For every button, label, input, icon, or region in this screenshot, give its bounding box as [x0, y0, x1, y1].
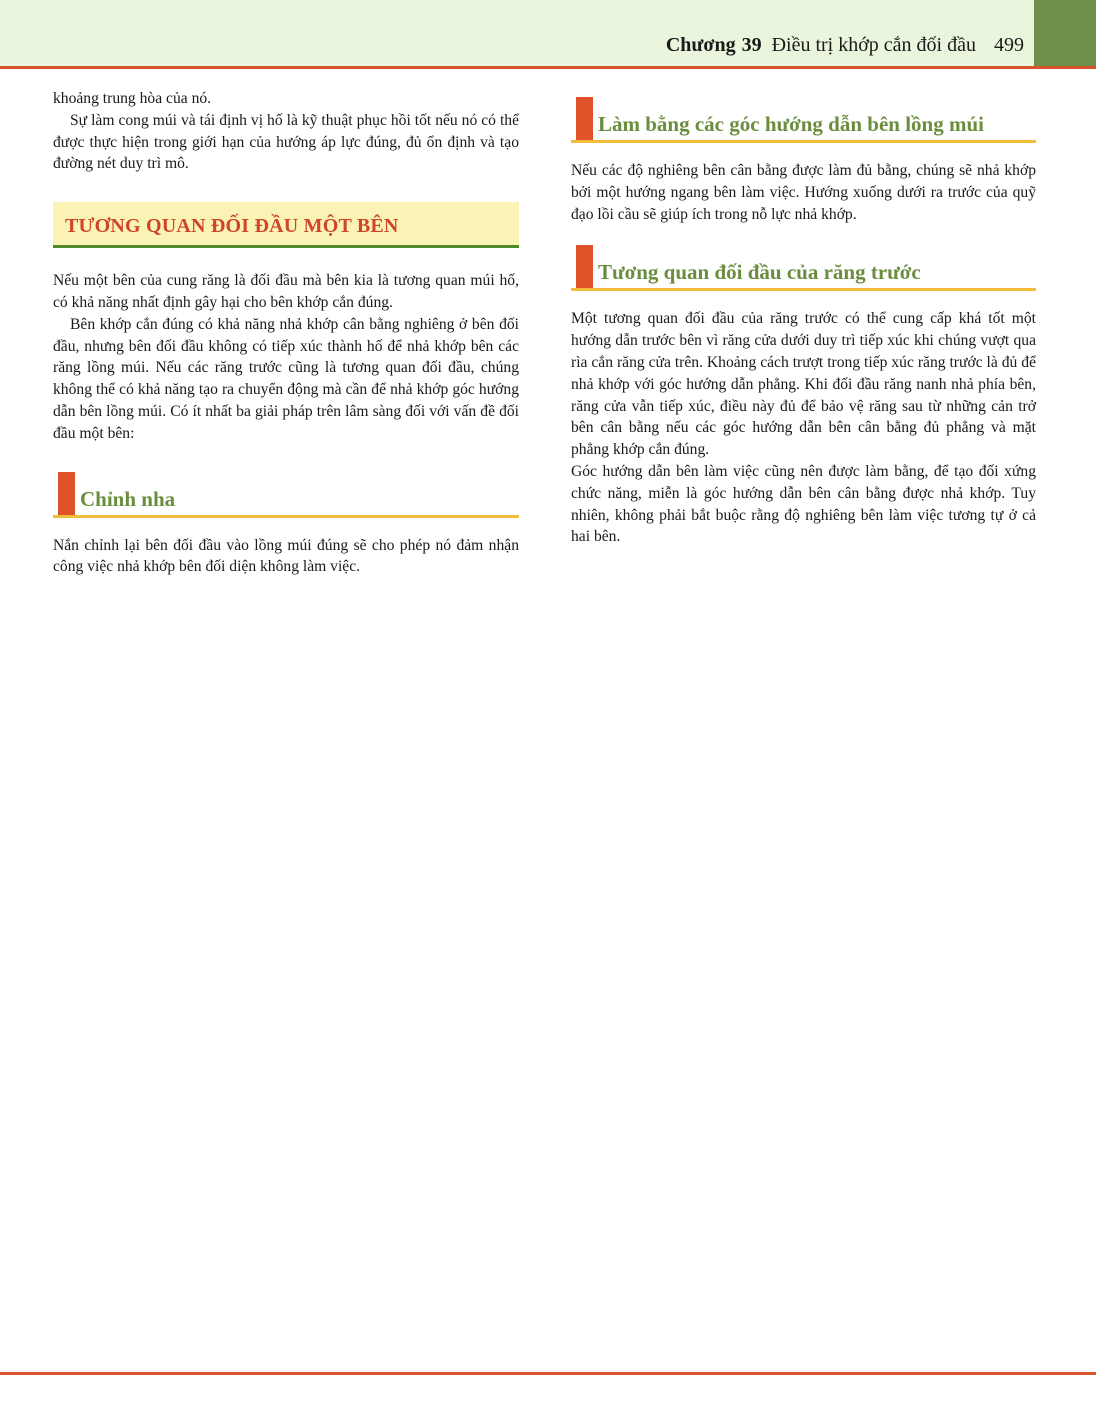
subheading-underline — [571, 140, 1036, 143]
subheading-paragraph-1: Một tương quan đối đầu của răng trước có thể cung cấp khá tốt một hướng dẫn trước bên vì răng cửa dưới duy trì tiếp xúc khi chúng vượt qua rìa cắn răng cửa trên. Khoảng cách trượt trong tiếp xúc răng trước là đủ để nhả khớp với góc hướng dẫn phẳng. Khi đối đầu răng nanh nhả phía bên, răng cửa vẫn tiếp xúc, điều này đủ để bảo vệ răng sau từ những cản trở bên cân bằng nếu các góc hướng dẫn bên cân bằng đủ phẳng và mặt phẳng khớp cắn đúng. — [571, 310, 1036, 459]
subheading-underline — [571, 288, 1036, 291]
footer-rule — [0, 1372, 1096, 1375]
right-column — [571, 97, 1036, 548]
page-header — [0, 0, 1096, 66]
subheading-anterior-edge — [571, 245, 1036, 291]
subheading-orthodontics — [53, 472, 519, 518]
subheading-paragraph-2: Góc hướng dẫn bên làm việc cũng nên được làm bằng, để tạo đối xứng chức năng, miễn là góc hướng dẫn bên cân bằng được nhả khớp. Tuy nhiên, không phải bắt buộc rằng độ nghiêng bên làm việc tương tự ở cả hai bên. — [571, 462, 1036, 546]
subheading-title: Chỉnh nha — [80, 486, 176, 511]
chapter-number: 39 — [741, 34, 762, 56]
intro-line: khoảng trung hòa của nó. — [53, 90, 212, 107]
subheading-flatten-guidance — [571, 97, 1036, 143]
section-heading-box — [53, 202, 519, 248]
page-number: 499 — [994, 34, 1024, 56]
subheading-marker — [58, 472, 75, 516]
intro-paragraph: Sự làm cong múi và tái định vị hố là kỹ thuật phục hồi tốt nếu nó có thể được thực hiện trong giới hạn của hướng áp lực đúng, đủ ổn định và tạo đường nét duy trì mô. — [53, 111, 519, 173]
section-underline — [53, 245, 519, 248]
subheading-title: Tương quan đối đầu của răng trước — [598, 260, 921, 285]
subheading-paragraph: Nếu các độ nghiêng bên cân bằng được làm đủ bằng, chúng sẽ nhả khớp bởi một hướng ngang bên làm việc. Hướng xuống dưới ra trước của quỹ đạo lồi cầu sẽ giúp ích trong nỗ lực nhả khớp. — [571, 162, 1036, 223]
subheading-paragraph: Nắn chỉnh lại bên đối đầu vào lồng múi đúng sẽ cho phép nó đảm nhận công việc nhả khớp bên đối diện không làm việc. — [53, 536, 519, 576]
subheading-marker — [576, 97, 593, 141]
chapter-tab — [1034, 0, 1096, 66]
section-paragraph-2: Bên khớp cắn đúng có khả năng nhả khớp cân bằng nghiêng ở bên đối đầu, nhưng bên đối đầu không có tiếp xúc thành hố để nhả khớp bên các răng lồng múi. Nếu các răng trước cũng là tương quan đối đầu, chúng không thể có khả năng tạo ra chuyển động mà cần để nhả khớp góc hướng dẫn bên lồng múi. Có ít nhất ba giải pháp trên lâm sàng đối với vấn đề đối đầu một bên: — [53, 315, 519, 442]
section-paragraph-1: Nếu một bên của cung răng là đối đầu mà bên kia là tương quan múi hố, có khả năng nhất định gây hại cho bên khớp cắn đúng. — [53, 272, 519, 311]
header-rule — [0, 66, 1096, 69]
chapter-word: Chương — [665, 34, 736, 56]
left-column — [53, 88, 519, 578]
subheading-marker — [576, 245, 593, 289]
section-title: TƯƠNG QUAN ĐỐI ĐẦU MỘT BÊN — [65, 215, 399, 238]
chapter-title: Điều trị khớp cắn đối đầu — [771, 34, 976, 56]
subheading-title: Làm bằng các góc hướng dẫn bên lồng múi — [598, 112, 984, 136]
subheading-underline — [53, 515, 519, 518]
running-head — [666, 34, 1024, 57]
